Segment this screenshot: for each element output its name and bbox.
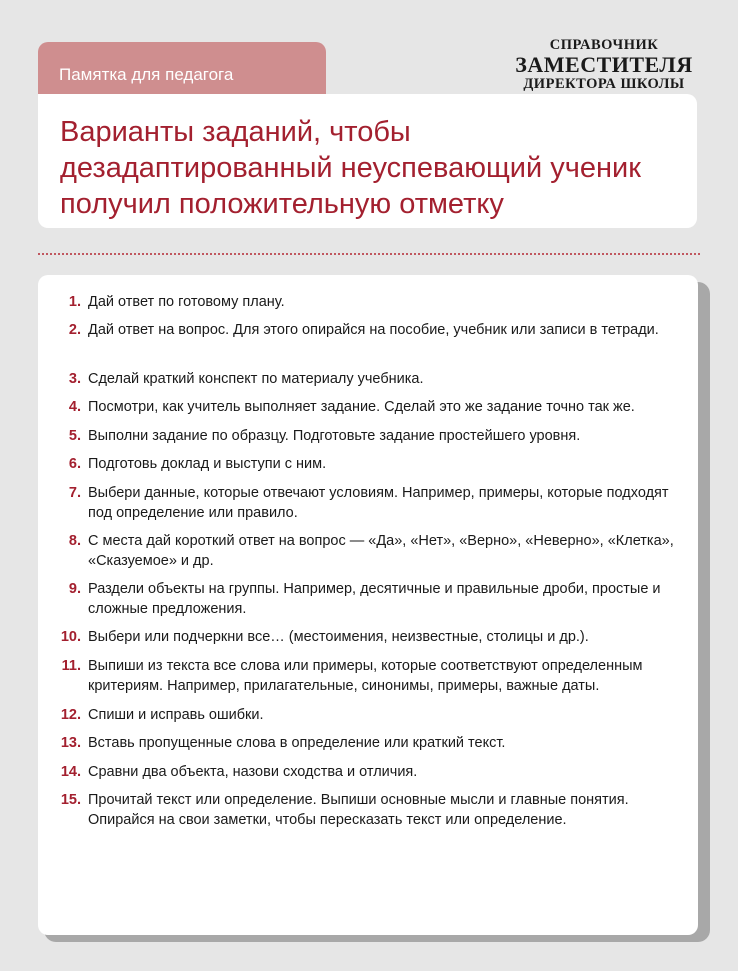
item-text: С места дай короткий ответ на вопрос — «Да», «Нет», «Верно», «Неверно», «Клетка», «Сказуемое» и др. [88, 533, 674, 569]
item-number: 12. [60, 707, 81, 723]
tab-label: Памятка для педагога [59, 65, 234, 84]
item-text: Выполни задание по образцу. Подготовьте задание простейшего уровня. [88, 428, 581, 444]
item-text: Прочитай текст или определение. Выпиши основные мысли и главные понятия. Опирайся на свои заметки, чтобы пересказать текст или определение. [88, 792, 629, 828]
item-text: Выбери данные, которые отвечают условиям. Например, примеры, которые подходят под определение или правило. [88, 485, 669, 521]
item-text: Раздели объекты на группы. Например, десятичные и правильные дроби, простые и сложные предложения. [88, 581, 661, 617]
item-text: Выпиши из текста все слова или примеры, которые соответствуют определенным критериям. Например, прилагательные, синонимы, примеры, важные даты. [88, 658, 643, 694]
item-number: 11. [61, 658, 81, 674]
item-number: 7. [68, 485, 81, 501]
item-text: Выбери или подчеркни все… (местоимения, неизвестные, столицы и др.). [88, 629, 589, 645]
item-number: 14. [60, 764, 81, 780]
logo-line-2: ЗАМЕСТИТЕЛЯ [515, 52, 693, 77]
item-number: 13. [60, 735, 81, 751]
item-number: 15. [60, 792, 81, 808]
item-text: Дай ответ на вопрос. Для этого опирайся на пособие, учебник или записи в тетради. [88, 322, 659, 338]
memo-tab [38, 42, 326, 94]
item-number: 5. [68, 428, 81, 444]
content-card [38, 275, 698, 935]
item-text: Сравни два объекта, назови сходства и отличия. [88, 764, 418, 780]
item-number: 8. [68, 533, 81, 549]
logo-line-1: СПРАВОЧНИК [549, 37, 659, 53]
item-text: Подготовь доклад и выступи с ним. [88, 456, 327, 472]
item-number: 9. [68, 581, 81, 597]
page-title: Варианты заданий, чтобы дезадаптированный неуспевающий ученик получил положительную отметку [60, 116, 641, 220]
logo-line-3: ДИРЕКТОРА ШКОЛЫ [523, 76, 685, 92]
item-number: 3. [68, 371, 81, 387]
publication-logo [504, 36, 704, 92]
dotted-divider [38, 253, 700, 255]
title-card [38, 94, 697, 228]
item-number: 10. [60, 629, 81, 645]
item-text: Спиши и исправь ошибки. [88, 707, 264, 723]
item-text: Сделай краткий конспект по материалу учебника. [88, 371, 424, 387]
item-text: Посмотри, как учитель выполняет задание. Сделай это же задание точно так же. [88, 399, 635, 415]
item-number: 4. [68, 399, 81, 415]
item-number: 2. [68, 322, 81, 338]
item-text: Дай ответ по готовому плану. [88, 294, 285, 310]
item-number: 1. [68, 294, 81, 310]
item-text: Вставь пропущенные слова в определение или краткий текст. [88, 735, 506, 751]
item-number: 6. [68, 456, 81, 472]
